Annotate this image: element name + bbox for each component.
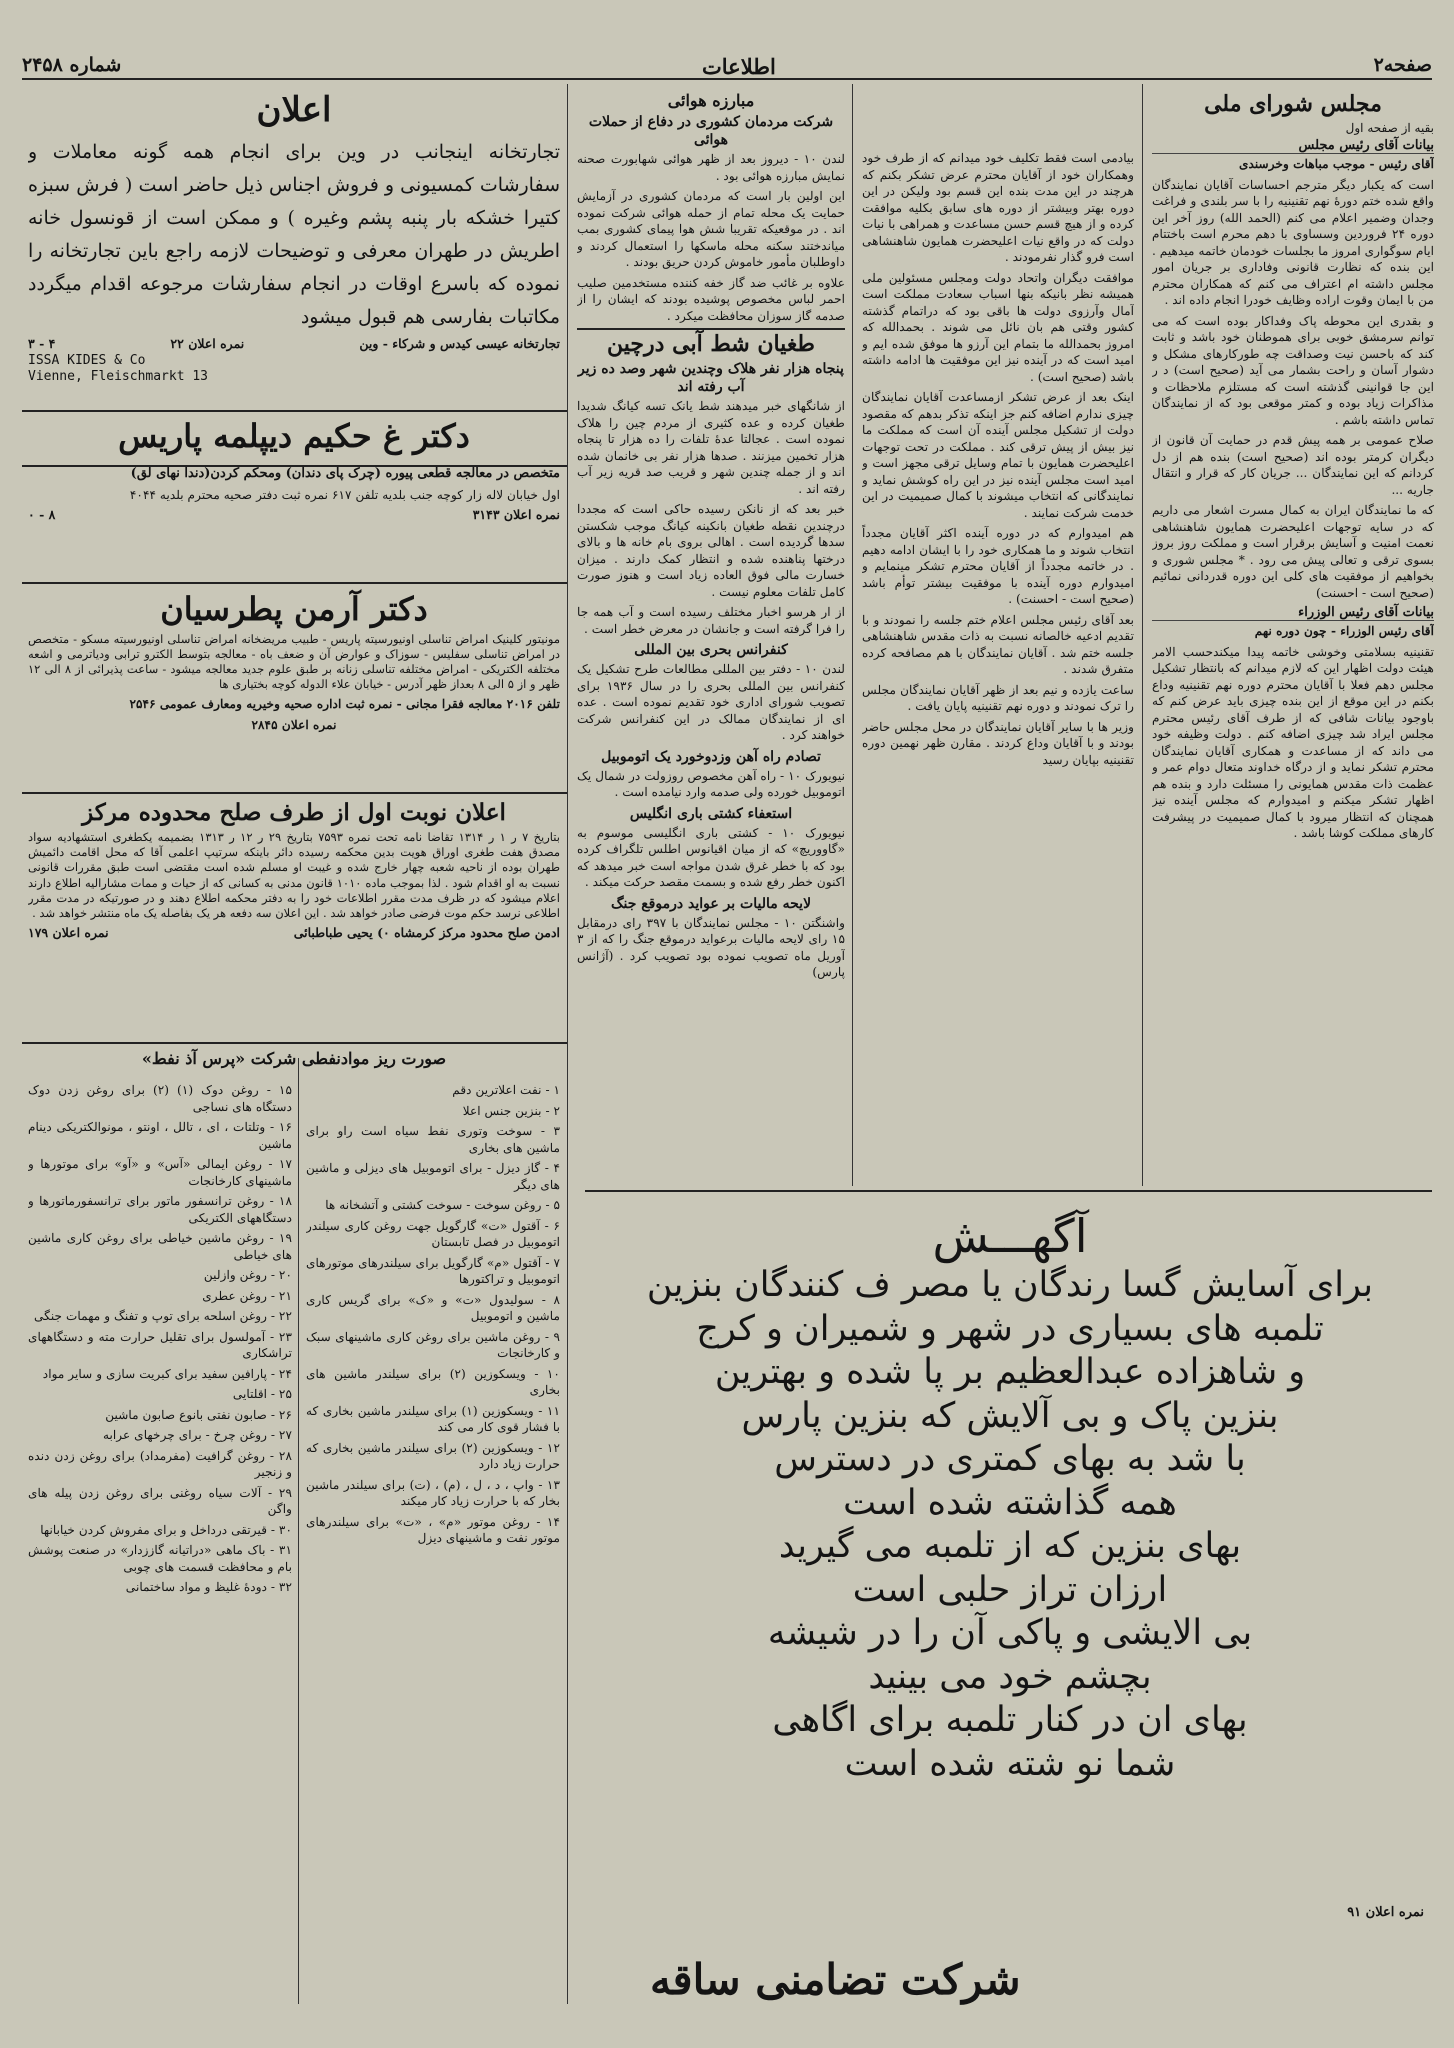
oil-list-heading xyxy=(28,1046,560,1080)
oil-list-item: ۲۵ - اقلتایی xyxy=(232,1387,292,1401)
majlis-paragraph: بعد آقای رئیس مجلس اعلام ختم جلسه را نمودند و با تقدیم ادعیه خالصانه نسبت به ذات مقدس شاهنشاهی جلسه ختم شد . آقایان نمایندگان با هم مصافحه کرده متفرق شدند . xyxy=(862,612,1134,676)
armen-ad-phone: تلفن ۲۰۱۶ معالجه فقرا مجانی - نمره ثبت اداره صحیه وخیریه ومعارف عمومی ۲۵۴۶ xyxy=(129,697,560,711)
section-rule xyxy=(22,582,567,584)
majlis-paragraph: ساعت یازده و نیم بعد از ظهر آقایان نمایندگان مجلس را ترک نمودند و دوره نهم تقنینیه پایان یافت . xyxy=(862,682,1134,713)
court-notice-title: اعلان نوبت اول از طرف صلح محدوده مرکز xyxy=(82,799,506,826)
oil-list-item: ۱۷ - روغن ایمالی «آس» و «آو» برای موتورها و ماشینهای کارخانجات xyxy=(28,1157,292,1188)
petrol-ad-line: بی الایشی و پاکی آن را در شیشه xyxy=(767,1613,1253,1653)
notice-ad-body: تجارتخانه اینجانب در وین برای انجام همه گونه معاملات و سفارشات کمسیونی و فروش اجناس ذیل حاضر است ( فرش سبزه کتیرا خشکه بار پنبه پشم وغیره ) و ممکن است از قونسول خانه اطریش در طهران معرفی و توضیحات لازمه راجع باین تجارتخانه را نموده که باسرع اوقات در انجام سفارشات مرجوعه اقدام میگردد مکاتبات بفارسی هم قبول میشود xyxy=(28,141,560,328)
oil-list-item: ۱۶ - وتلتات ، ای ، تالل ، اونتو ، مونوالکتریکی دینام ماشین xyxy=(28,1120,292,1151)
petrol-ad-line: بچشم خود می بینید xyxy=(868,1656,1152,1697)
oil-list-item: ۲۳ - آمولسول برای تقلیل حرارت مته و دستگاههای تراشکاری xyxy=(28,1329,292,1360)
column-rule xyxy=(567,84,568,2004)
majlis-title: مجلس شورای ملی xyxy=(1204,91,1382,117)
petrol-ad-line: تلمبه های بسیاری در شهر و شمیران و کرج xyxy=(696,1308,1324,1349)
tax-paragraph: واشنگتن ۱۰ - مجلس نمایندگان با ۳۹۷ رای درمقابل ۱۵ رای لایحه مالیات برعواید درموقع جنگ را که از ۳ آوریل ماه تصویب نموده بود تصویب کرد . (آژانس پارس) xyxy=(577,915,845,979)
dentist-ad-details xyxy=(28,466,560,580)
petrol-ad-line: برای آسایش گسا رندگان یا مصر ف کنندگان بنزین xyxy=(646,1265,1374,1305)
oil-list-item: ۴ - گاز دیزل - برای اتوموبیل های دیزلی و ماشین های دیگر xyxy=(306,1161,560,1192)
air-war-paragraph: علاوه بر غائب ضد گاز خفه کننده مستخدمین صلیب احمر لباس مخصوص پوشیده بودند که ایشان را از صدمه گاز سوزان محافظت میکرد . xyxy=(577,275,845,323)
air-war-paragraph: این اولین بار است که مردمان کشوری در آزمایش حمایت یک محله تمام از حمله هوائی شرکت نموده اند . در موقعیکه تقریبا شش هوا پیمای کشوری بمب میاندختند سکنه محله ماسکها را استعمال کردند و داوطلبان مأمور خاموش کردن حریق بودند . xyxy=(577,189,845,269)
notice-ad xyxy=(28,84,560,408)
oil-list-item: ۳۰ - قیرتقی درداخل و برای مفروش کردن خیابانها xyxy=(40,1522,292,1537)
air-war-paragraph: لندن ۱۰ - دیروز بعد از ظهر هوائی شهابورت صحنه نمایش مبارزه هوائی بود . xyxy=(577,152,845,183)
flood-paragraph: خبر بعد که از نانکن رسیده حاکی است که مجددا درچندین نقطه طغیان بانکینه کیانگ موجب شکستن سدها گردیده است . اهالی بروی بام خانه ها و بالای درختها پناهنده شده و انتظار کمک دارند . میزان خسارت مالی فوق العاده زیاد است و هنوز صورت کامل تلفات معلوم نیست . xyxy=(577,502,845,599)
oil-list-title: صورت ریز موادنفطی شرکت «پرس آذ نفط» xyxy=(141,1049,447,1068)
pm-paragraph: تقنینیه بسلامتی وخوشی خاتمه پیدا میکندحسب الامر هیئت دولت اظهار این که لازم میدانم که بانتظار تشکیل مجلس دهم فعلا با آقایان محترم دوره نهم تقنینیه وداع بکنم در این موقع از این بنده چیزی باید عرض کنم که باوجود بیانات شافی که از طرف آقای رئیس محترم مجلس ایراد شد چیزی اضافه کنم . دولت وظیفه خود می داند که از مساعدت و همکاری آقایان نمایندگان محترم تشکر نماید و از درگاه خداوند متعال دوام عمر و عظمت ذات مقدس همایونی را مسئلت دارد و بنده هم اظهار تشکر میکنم و امیدوارم که مجلس آینده نیز همچنان که انتظار میرود با کمال صمیمیت در پیشرفت کارهای مملکت کوشا باشد . xyxy=(1152,644,1434,840)
dentist-ad xyxy=(28,414,560,464)
petrol-ad-line: و شاهزاده عبدالعظیم بر پا شده و بهترین xyxy=(714,1352,1306,1392)
oil-list-item: ۱۹ - روغن ماشین خیاطی برای روغن کاری ماشین های خیاطی xyxy=(28,1231,292,1262)
news-column xyxy=(577,88,845,1186)
notice-ad-number: نمره اعلان ۲۲ xyxy=(170,336,245,351)
oil-list-item: ۱۱ - ویسکوزین (۱) برای سیلندر ماشین بخاری که با فشار قوی کار می کند xyxy=(306,1403,560,1434)
paper-name: اطلاعات xyxy=(702,54,776,79)
court-notice xyxy=(28,796,560,1040)
court-notice-signature: ادمن صلح محدود مرکز کرمشاه ۰) یحیی طباطبائی xyxy=(293,925,560,941)
oil-list-item: ۱۰ - ویسکوزین (۲) برای سیلندر ماشین های بخاری xyxy=(306,1366,560,1397)
oil-list-item: ۳۲ - دودهٔ غلیظ و مواد ساختمانی xyxy=(125,1580,292,1594)
oil-list-item: ۲۲ - روغن اسلحه برای توپ و تفنگ و مهمات جنگی xyxy=(33,1309,292,1323)
air-war-subtitle: شرکت مردمان کشوری در دفاع از حملات هوائی xyxy=(588,114,834,148)
petrol-ad-line: بهای ان در کنار تلمبه برای اگاهی xyxy=(772,1700,1248,1740)
majlis-paragraph: موافقت دیگران واتحاد دولت ومجلس مسئولین ملی همیشه نظر بانیکه بنها اسباب سعادت مملکت است آمال وآرزوی دولت ها باقی بود که دراتمام گذشته کشور وقتی هم بان نائل می شوند . بحمدالله که امروز بحمدالله ما بتمام این آرزو ها موفق شده ایم و امید است که در آینده نیز این موفقیت ها ادامه داشته باشد (صحیح است) . xyxy=(862,270,1134,384)
armen-ad-number: نمره اعلان ۲۸۴۵ xyxy=(251,717,337,732)
majlis-paragraph: و بقدری این محوطه پاک وفداکار بوده است که می توانم سرمشق خوبی برای هموطنان خود باشد و ثابت کند که باحسن نیت وصداقت چه طورکارهای مشکل و دشوار آسان و راحت بشمار می آید (صحیح است) د ر این جا قوانینی گذشته است که مستلزم ملاحظات و مذاکرات زیاد بوده و کمتر موقعی بود که از نمایندگان تماس داشته باشم . xyxy=(1152,313,1434,427)
petrol-ad-number: نمره اعلان ۹۱ xyxy=(1347,1905,1424,1920)
oil-list-item: ۳۱ - باک ماهی «دراتیانه گاززدار» در صنعت پوشش بام و محافظت قسمت های چوبی xyxy=(28,1543,292,1574)
oil-list-item: ۲۹ - آلات سیاه روغنی برای روغن زدن پیله های واگن xyxy=(28,1485,292,1516)
air-war-title: مبارزه هوائی xyxy=(667,91,755,110)
petrol-ad-company: شرکت تضامنی ساقه xyxy=(650,1955,1021,2004)
court-notice-footer xyxy=(28,925,560,940)
majlis-paragraph: که ما نمایندگان ایران به کمال مسرت اشعار می داریم که در سایه توجهات اعلیحضرت همایون شاهنشاهی نعمت امنیت و آسایش برقرار است و مملکت روز بروز بسوی ترقی و تعالی پیش می رود . * مجلس شوری و بخواهیم از موفقیت های کلی این دوره قدردانی نمائیم (صحیح است - احسنت) xyxy=(1152,503,1434,600)
notice-ad-footer xyxy=(28,336,560,351)
majlis-column xyxy=(1152,88,1434,1183)
dentist-ad-title: دکتر غ حکیم دیپلمه پاریس xyxy=(118,417,470,455)
petrol-ad-line: شما نو شته شده است xyxy=(844,1743,1176,1784)
notice-ad-signature: تجارتخانه عیسی کیدس و شرکاء - وین xyxy=(359,336,560,351)
resign-title: استعفاء کشتی باری انگلیس xyxy=(629,805,793,822)
oil-list-item: ۲۰ - روغن وازلین xyxy=(203,1268,292,1282)
notice-ad-latin-name: ISSA KIDES & Co xyxy=(28,353,146,368)
oil-list-item: ۲ - بنزین جنس اعلا xyxy=(462,1103,560,1118)
page-label: صفحه۲ xyxy=(1373,54,1432,76)
flood-title: طغیان شط آبی درچین xyxy=(577,328,845,358)
oil-list-item: ۱ - نفت اعلاترین دقم xyxy=(452,1083,560,1097)
oil-list-item: ۵ - روغن سوخت - سوخت کشتی و آتشخانه ها xyxy=(325,1198,560,1212)
majlis-paragraph: است که یکبار دیگر مترجم احساسات آقایان نمایندگان واقع شده ختم دورهٔ نهم تقنینیه را با سر بلندی و فراغت وجدان وضمیر اعلام می کنم (الحمد الله) روز آخر این دوره ۲۴ فروردین وسساوی با دهم محرم است باختتام ایام سوگواری امروز ما بجلسات خودمان خاتمه میدهیم . این بنده که نظارت قانونی وفاداری بر جریان امور مجلس داشته ام اعتراف می کنم که همکاران محترم من با ایمان وقوت اراده وظایف خودرا انجام داده اند . xyxy=(1152,177,1434,307)
petrol-ad-line: بهای بنزین که از تلمبه می گیرید xyxy=(778,1526,1242,1566)
column-rule xyxy=(1142,84,1143,1186)
pm-line: آقای رئیس الوزراء - چون دوره نهم xyxy=(1254,624,1434,638)
column-rule xyxy=(298,1058,299,2004)
flood-paragraph: از ار هرسو اخبار مختلف رسیده است و آب همه جا را فرا گرفته است و جانشان در معرض خطر است . xyxy=(577,605,845,636)
majlis-paragraph: اینک بعد از عرض تشکر ازمساعدت آقایان نمایندگان چیزی ندارم اضافه کنم جز اینکه تذکر بدهم که مقصود دولت از تشکیل مجلس آینده آن است که مملکت ما نیز بیش از پیش ترقی کند . مملکت در تحت توجهات اعلیحضرت همایون با تمام وسایل ترقی مجهز است و امید است مجلس آینده نیز در این راه کوشش نماید و نمایندگانی که انتخاب میشوند با کمال صمیمیت در این خدمت شرکت نمایند . xyxy=(862,390,1134,520)
armen-ad xyxy=(28,586,560,790)
dentist-ad-footer xyxy=(28,507,560,522)
page-header xyxy=(22,52,1432,80)
dentist-ad-line1: متخصص در معالجه قطعی پیوره (چرک پای دندان) ومحکم کردن(دندا نهای لق) xyxy=(130,466,560,481)
flood-subtitle: پنجاه هزار نفر هلاک وچندین شهر وصد ده زیر آب رفته اند xyxy=(578,361,844,395)
section-rule xyxy=(22,1042,567,1044)
oil-list-item: ۶ - آقتول «ت» گارگویل جهت روغن کاری سیلندر اتوموبیل در فصل تابستان xyxy=(306,1218,560,1249)
oil-list-item: ۸ - سولیدول «ت» و «ک» برای گریس کاری ماشین و اتوموبیل xyxy=(306,1292,560,1323)
pm-subheading: بیانات آقای رئیس الوزراء xyxy=(1152,605,1434,621)
majlis-paragraph: وزیر ها با سایر آقایان نمایندگان در محل مجلس حاضر بودند و با آقایان وداع کردند . مقارن ظهر نهمین دوره تقنینیه بپایان رسید xyxy=(862,719,1134,767)
naval-paragraph: لندن ۱۰ - دفتر بین المللی مطالعات طرح تشکیل یک کنفرانس بین المللی بحری را در سال ۱۹۳۶ برای تصویب شورای اداری خود تقدیم نموده است . عده ای از نمایندگان ممالک در این کنفرانس شرکت خواهند کرد . xyxy=(577,662,845,742)
speaker-subheading: بیانات آقای رئیس مجلس xyxy=(1152,138,1434,154)
oil-list-item: ۱۲ - ویسکوزین (۲) برای سیلندر ماشین بخاری که حرارت زیاد دارد xyxy=(306,1440,560,1471)
oil-list-item: ۲۷ - روغن چرخ - برای چرخهای عرابه xyxy=(102,1428,292,1442)
petrol-ad-line: همه گذاشته شده است xyxy=(843,1482,1177,1523)
oil-list-item: ۷ - آقتول «م» گارگویل برای سیلندرهای موتورهای اتوموبیل و تراکتورها xyxy=(306,1255,560,1286)
section-rule xyxy=(585,1190,1432,1192)
speaker-line: آقای رئیس - موجب مباهات وخرسندی xyxy=(1238,157,1434,171)
section-rule xyxy=(22,410,567,412)
notice-ad-title: اعلان xyxy=(256,90,332,130)
majlis-paragraph: هم امیدوارم که در دوره آینده اکثر آقایان مجدداً انتخاب شوند و ما همکاری خود را با ایشان ادامه دهیم . در خاتمه مجدداً از آقایان محترم تشکر مینمایم و امیدوارم دوره آینده با موفقیت بیشتر توأم باشد (صحیح است - احسنت) . xyxy=(862,526,1134,606)
tax-title: لایحه مالیات بر عواید درموقع جنگ xyxy=(610,895,812,912)
oil-list-item: ۱۳ - واپ ، د ، ل ، (م) ، (ت) برای سیلندر ماشین بخار که با حرارت زیاد کار میکند xyxy=(306,1477,560,1508)
petrol-ad-line: با شد به بهای کمتری در دسترس xyxy=(774,1439,1246,1479)
armen-ad-body: مونیتور کلینیک امراض تناسلی اونیورسیته پاریس - طبیب مریضخانه امراض تناسلی اونیورسیته مسکو - متخصص در امراض تناسلی سفلیس - سوزاک و عوارض آن و ضعف باه - معالجه بتوسط الکترو ترابی ودیاترمی و اشعه مختلفه الکتریکی - امراض مختلفه تناسلی زنانه بر طبق علوم جدید معالجه میشود - ساعت پذیرائی از ۸ الی ۱۲ ظهر و از ۵ الی ۸ بعداز ظهر آدرس - خیابان علاء الدوله کوچه بختیاری ها xyxy=(28,632,560,691)
dentist-ad-code: ۸ - ۰ xyxy=(28,507,56,522)
oil-list-item: ۲۶ - صابون نفتی بانوع صابون ماشین xyxy=(105,1407,292,1422)
majlis-paragraph: بیادمی است فقط تکلیف خود میدانم که از طرف خود وهمکاران خود از آقایان محترم عرض تشکر بکنم که هرچند در این مدت بنده این قسم بود ولیکن در این دوره بهتر وبیشتر از دوره های سابق بکلیه موافقت کرده و از هیچ قسم حسن مساعدت و همراهی با نیات دولت که در واقع نیات اعلیحضرت همایون شاهنشاهی است فرو گذار نفرمودند . xyxy=(862,151,1134,264)
petrol-ad-line: ارزان تراز حلبی است xyxy=(852,1569,1168,1610)
resign-paragraph: نیویورک ۱۰ - کشتی باری انگلیسی موسوم به «گاووریچ» که از میان اقیانوس اطلس تلگراف کرده بود که با خطر غرق شدن مواجه است خبر میدهد که اکنون خطر رفع شده و بسمت مقصد حرکت میکند . xyxy=(577,825,845,889)
flood-paragraph: از شانگهای خبر میدهند شط یانک تسه کیانگ شدیدا طغیان کرده و عده کثیری از مردم چین را هلاک نموده است . عجالتا عدهٔ تلفات را ده هزار تا پنجاه هزار تخمین میزنند . صدها هزار نفر بی خانمان شده اند و از جمله چندین شهر و قریب صد قریه زیر آب رفته اند . xyxy=(577,399,845,496)
oil-list-item: ۱۸ - روغن ترانسفور ماتور برای ترانسفورماتورها و دستگاههای الکتریکی xyxy=(28,1194,292,1225)
court-notice-number: نمره اعلان ۱۷۹ xyxy=(28,925,109,941)
continued-note: بقیه از صفحه اول xyxy=(1345,121,1434,135)
oil-list-item: ۱۴ - روغن موتور «م» ، «ت» برای سیلندرهای موتور نفت و ماشینهای دیزل xyxy=(306,1514,560,1545)
oil-list-right-column xyxy=(306,1082,560,2002)
naval-title: کنفرانس بحری بین المللی xyxy=(634,642,788,658)
rail-title: تصادم راه آهن وزدوخورد یک اتوموبیل xyxy=(601,748,821,765)
notice-ad-code: ۴ - ۳ xyxy=(28,336,56,351)
petrol-ad-title: آگهـــش xyxy=(932,1209,1088,1263)
rail-paragraph: نیویورک ۱۰ - راه آهن مخصوص روزولت در شمال یک اتوموبیل خورده ولی صدمه وارد نیامده است . xyxy=(577,768,845,799)
oil-list-item: ۱۵ - روغن دوک (۱) (۲) برای روغن زدن دوک دستگاه های نساجی xyxy=(28,1083,292,1114)
court-notice-body: بتاریخ ۷ ر ۱ ر ۱۳۱۴ تقاضا نامه تحت نمره ۷۵۹۳ بتاریخ ۲۹ ر ۱۲ ر ۱۳۱۳ بضمیمه یکطغری استشهادیه سواد مصدق هفت طغری اوراق هویت بدین محکمه رسیده دائر باینکه سرتیپ اعلمی آقا که محل اقامت دائمیش طهران بوده از ناحیه شعبه چهار خارج شده و غیبت او مسلم شده است مقتضی است طبق مقررات قانونی نسبت به او اقدام شود . لذا بموجب ماده ۱۰۱۰ قانون مدنی به کسانی که از حیات و ممات مشارالیه اطلاع دارند اعلام میشود که در ظرف مدت مقرر اطلاعات خود را به دفتر محکمه اطلاع دهند و در صورتیکه در مدت مقرر اطلاعی نرسد حکم موت فرضی صادر خواهد شد . این اعلان سه دفعه هر یک بفاصله یک ماه منتشر خواهد شد . xyxy=(28,830,560,921)
oil-list-left-column xyxy=(28,1082,292,2002)
oil-list-item: ۲۸ - روغن گرافیت (مفرمداد) برای روغن زدن دنده و زنجیر xyxy=(28,1448,292,1479)
section-rule xyxy=(22,792,567,794)
dentist-ad-line2: اول خیابان لاله زار کوچه جنب بلدیه تلفن ۶۱۷ نمره ثبت دفتر صحیه محترم بلدیه ۴۰۴۴ xyxy=(129,487,560,502)
notice-ad-latin-address: Vienne, Fleischmarkt 13 xyxy=(28,369,209,384)
dentist-ad-number: نمره اعلان ۳۱۴۳ xyxy=(472,507,560,522)
column-rule xyxy=(852,84,853,1186)
majlis-paragraph: صلاح عمومی بر همه پیش قدم در حمایت آن قانون از دیگران کرمتر بوده اند (صحیح است) بنده هم از دل کردانم که این نمایندگان ... جریان کار که قرار و انتقال جاریه ... xyxy=(1152,433,1434,497)
oil-list-item: ۹ - روغن ماشین برای روغن کاری ماشینهای سبک و کارخانجات xyxy=(306,1329,560,1360)
petrol-ad-line: بنزین پاک و بی آلایش که بنزین پارس xyxy=(741,1395,1279,1436)
majlis-continued-column xyxy=(862,150,1134,1185)
oil-list-item: ۳ - سوخت وتوری نفط سیاه است راو برای ماشین های بخاری xyxy=(306,1124,560,1155)
oil-list-item: ۲۴ - پارافین سفید برای کبریت سازی و سایر مواد xyxy=(42,1366,292,1381)
oil-list-item: ۲۱ - روغن عطری xyxy=(202,1288,292,1303)
petrol-advertisement xyxy=(585,1208,1435,2008)
issue-label: شماره ۲۴۵۸ xyxy=(22,54,122,76)
armen-ad-title: دکتر آرمن پطرسیان xyxy=(160,590,428,628)
